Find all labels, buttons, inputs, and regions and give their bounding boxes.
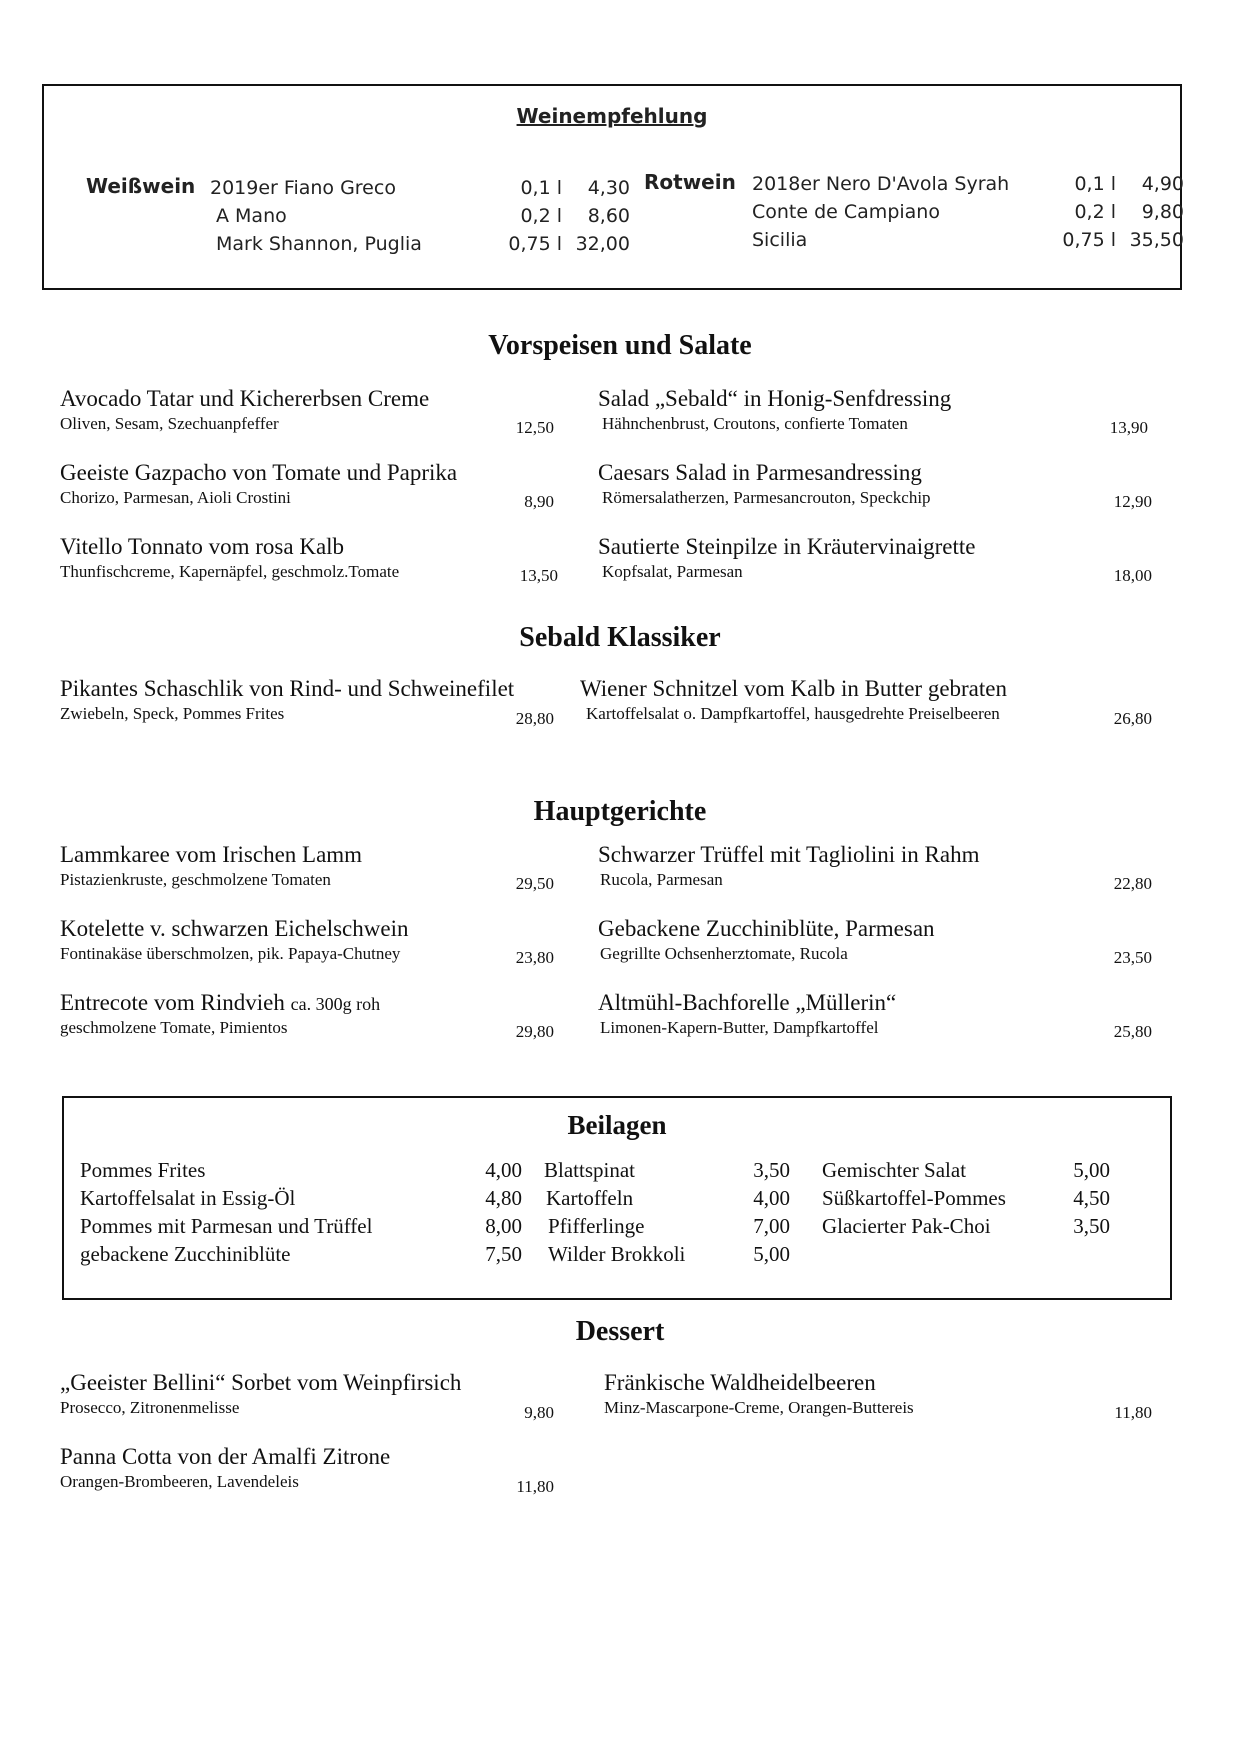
wine-price-row	[1054, 226, 1184, 254]
dish-price: 12,90	[1113, 492, 1152, 511]
side-item-price: 3,50	[1073, 1214, 1110, 1238]
wine-price-row	[500, 202, 630, 230]
menu-item	[598, 534, 975, 582]
side-item-price: 7,50	[485, 1242, 522, 1266]
dish-name: Lammkaree vom Irischen Lamm	[60, 842, 363, 867]
menu-item	[598, 386, 951, 434]
side-item-name: Glacierter Pak-Choi	[822, 1214, 991, 1238]
menu-item	[60, 990, 380, 1038]
dish-description: Hähnchenbrust, Croutons, confierte Tomaten	[602, 414, 908, 433]
dish-price: 13,90	[1109, 418, 1148, 437]
dish-name: Kotelette v. schwarzen Eichelschwein	[60, 916, 409, 941]
dish-price: 11,80	[1114, 1403, 1152, 1422]
side-item-price: 3,50	[753, 1158, 790, 1182]
wine-recommendation-box	[42, 84, 1182, 290]
dish-price: 29,80	[515, 1022, 554, 1041]
menu-item	[598, 460, 931, 508]
red-wine-line: 2018er Nero D'Avola Syrah	[752, 173, 1010, 195]
red-wine-prices	[1054, 170, 1184, 254]
dish-price: 22,80	[1113, 874, 1152, 893]
side-item-name: Pommes Frites	[80, 1158, 206, 1182]
dish-name: „Geeister Bellini“ Sorbet vom Weinpfirsich	[60, 1370, 462, 1395]
dish-description: Oliven, Sesam, Szechuanpfeffer	[60, 414, 279, 433]
dish-price: 8,90	[524, 492, 554, 511]
side-item-name: Wilder Brokkoli	[548, 1242, 686, 1266]
dish-price: 18,00	[1113, 566, 1152, 585]
menu-item	[598, 842, 979, 890]
wine-price: 4,90	[1141, 173, 1184, 195]
dish-name: Fränkische Waldheidelbeeren	[604, 1370, 876, 1395]
dish-description: Zwiebeln, Speck, Pommes Frites	[60, 704, 285, 723]
wine-title: Weinempfehlung	[516, 104, 708, 128]
red-wine-line: Sicilia	[752, 229, 808, 251]
menu-item	[60, 1444, 390, 1492]
side-item-price: 4,80	[485, 1186, 522, 1210]
dish-description: geschmolzene Tomate, Pimientos	[60, 1018, 288, 1037]
side-item-price: 4,50	[1073, 1186, 1110, 1210]
side-item-name: Kartoffelsalat in Essig-Öl	[80, 1186, 296, 1210]
dish-name: Gebackene Zucchiniblüte, Parmesan	[598, 916, 935, 941]
wine-size: 0,2 l	[1074, 201, 1116, 223]
dish-description: Prosecco, Zitronenmelisse	[60, 1398, 240, 1417]
wine-price: 32,00	[575, 233, 630, 255]
dish-name: Sautierte Steinpilze in Kräutervinaigrette	[598, 534, 976, 559]
red-wine-category: Rotwein	[644, 170, 736, 194]
dish-name: Geeiste Gazpacho von Tomate und Paprika	[60, 460, 458, 485]
dish-description: Limonen-Kapern-Butter, Dampfkartoffel	[600, 1018, 879, 1037]
wine-size: 0,1 l	[1074, 173, 1116, 195]
dish-description: Kopfsalat, Parmesan	[602, 562, 743, 581]
side-item-name: Gemischter Salat	[822, 1158, 967, 1182]
menu-item	[60, 460, 457, 508]
dish-description: Gegrillte Ochsenherztomate, Rucola	[600, 944, 848, 963]
side-item-price: 5,00	[1073, 1158, 1110, 1182]
side-item-price: 4,00	[485, 1158, 522, 1182]
side-item-price: 8,00	[485, 1214, 522, 1238]
wine-size: 0,75 l	[508, 233, 562, 255]
white-wine-line: 2019er Fiano Greco	[210, 177, 396, 199]
menu-item	[60, 676, 514, 724]
side-item-name: Pfifferlinge	[548, 1214, 645, 1238]
menu-item	[60, 916, 408, 964]
sides-heading: Beilagen	[567, 1110, 667, 1140]
wine-price-row	[500, 230, 630, 258]
wine-price: 8,60	[587, 205, 630, 227]
dish-price: 29,50	[515, 874, 554, 893]
dish-weight: ca. 300g roh	[290, 994, 381, 1014]
dish-name: Schwarzer Trüffel mit Tagliolini in Rahm	[598, 842, 980, 867]
menu-item	[60, 534, 399, 582]
white-wine-line: Mark Shannon, Puglia	[216, 233, 422, 255]
side-item-name: Blattspinat	[544, 1158, 635, 1182]
side-item-price: 7,00	[753, 1214, 790, 1238]
dish-name-text: Entrecote vom Rindvieh	[60, 990, 285, 1015]
white-wine-prices	[500, 174, 630, 258]
side-item-price: 4,00	[753, 1186, 790, 1210]
dish-price: 23,50	[1113, 948, 1152, 967]
white-wine-names	[210, 174, 470, 258]
wine-size: 0,2 l	[520, 205, 562, 227]
dish-description: Minz-Mascarpone-Creme, Orangen-Buttereis	[604, 1398, 914, 1417]
dish-price: 28,80	[515, 709, 554, 728]
side-item-name: Süßkartoffel-Pommes	[822, 1186, 1006, 1210]
dish-name: Vitello Tonnato vom rosa Kalb	[60, 534, 345, 559]
wine-price-row	[1054, 170, 1184, 198]
side-item-price: 5,00	[753, 1242, 790, 1266]
classics-heading: Sebald Klassiker	[519, 622, 721, 653]
menu-item	[598, 916, 935, 964]
menu-item	[580, 676, 1007, 724]
wine-price-row	[500, 174, 630, 202]
dish-name: Altmühl-Bachforelle „Müllerin“	[598, 990, 897, 1015]
wine-price: 9,80	[1141, 201, 1184, 223]
dish-price: 23,80	[515, 948, 554, 967]
wine-price-row	[1054, 198, 1184, 226]
dish-name	[60, 990, 380, 1016]
dish-name: Avocado Tatar und Kichererbsen Creme	[60, 386, 430, 411]
dish-description: Pistazienkruste, geschmolzene Tomaten	[60, 870, 331, 889]
dish-description: Orangen-Brombeeren, Lavendeleis	[60, 1472, 299, 1491]
starters-heading: Vorspeisen und Salate	[488, 330, 752, 361]
red-wine-line: Conte de Campiano	[752, 201, 940, 223]
side-item-name: Pommes mit Parmesan und Trüffel	[80, 1214, 373, 1238]
dish-price: 25,80	[1113, 1022, 1152, 1041]
dessert-heading: Dessert	[575, 1316, 665, 1347]
dish-price: 13,50	[519, 566, 558, 585]
sides-box	[62, 1096, 1172, 1300]
white-wine-category: Weißwein	[86, 174, 196, 198]
menu-item	[60, 842, 362, 890]
dish-description: Chorizo, Parmesan, Aioli Crostini	[60, 488, 291, 507]
dish-description: Kartoffelsalat o. Dampfkartoffel, hausgedrehte Preiselbeeren	[586, 704, 1000, 723]
dish-name: Pikantes Schaschlik von Rind- und Schweinefilet	[60, 676, 515, 701]
mains-heading: Hauptgerichte	[533, 796, 707, 827]
white-wine-line: A Mano	[216, 205, 287, 227]
side-item-name: gebackene Zucchiniblüte	[80, 1242, 291, 1266]
menu-item	[604, 1370, 914, 1418]
dish-price: 9,80	[524, 1403, 554, 1422]
dish-name: Wiener Schnitzel vom Kalb in Butter gebraten	[580, 676, 1007, 701]
dish-price: 11,80	[516, 1477, 554, 1496]
dish-price: 12,50	[515, 418, 554, 437]
dish-description: Fontinakäse überschmolzen, pik. Papaya-Chutney	[60, 944, 401, 963]
dish-description: Rucola, Parmesan	[600, 870, 723, 889]
dish-description: Römersalatherzen, Parmesancrouton, Speckchip	[602, 488, 931, 507]
red-wine-names	[752, 170, 1022, 254]
menu-item	[598, 990, 896, 1038]
dish-name: Caesars Salad in Parmesandressing	[598, 460, 922, 485]
dish-name: Salad „Sebald“ in Honig-Senfdressing	[598, 386, 952, 411]
wine-size: 0,1 l	[520, 177, 562, 199]
menu-item	[60, 1370, 461, 1418]
side-item-name: Kartoffeln	[546, 1186, 634, 1210]
dish-price: 26,80	[1113, 709, 1152, 728]
menu-item	[60, 386, 429, 434]
wine-price: 4,30	[587, 177, 630, 199]
wine-price: 35,50	[1129, 229, 1184, 251]
wine-size: 0,75 l	[1062, 229, 1116, 251]
dish-name: Panna Cotta von der Amalfi Zitrone	[60, 1444, 391, 1469]
dish-description: Thunfischcreme, Kapernäpfel, geschmolz.Tomate	[60, 562, 400, 581]
